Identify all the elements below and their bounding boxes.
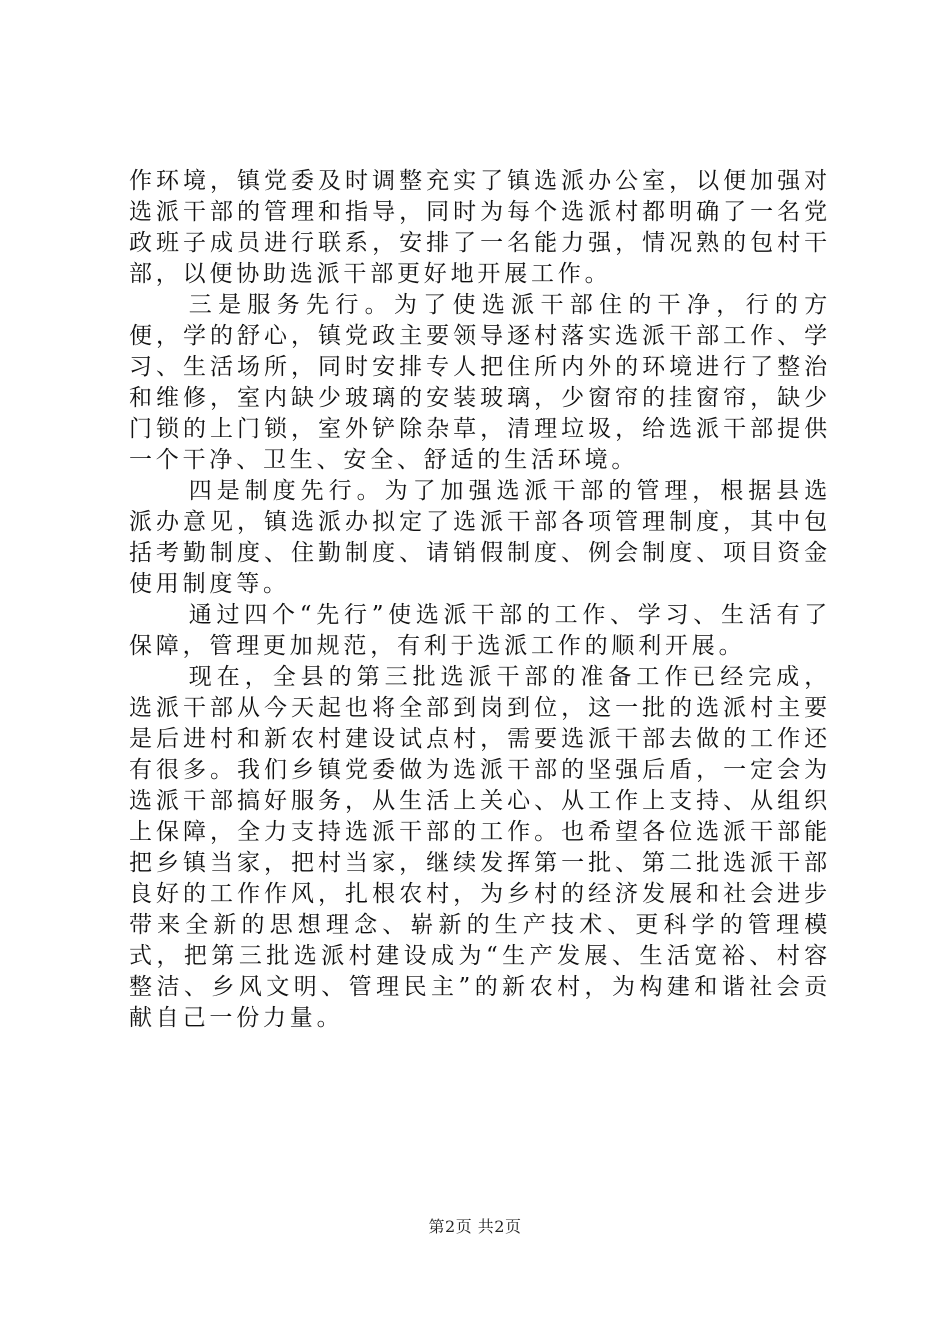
paragraph-closing: 现在，全县的第三批选派干部的准备工作已经完成，选派干部从今天起也将全部到岗到位，这一批的选派村主要是后进村和新农村建设试点村，需要选派干部去做的工作还有很多。我们乡镇党委做为选派干部的坚强后盾，一定会为选派干部搞好服务，从生活上关心、从工作上支持、从组织上保障，全力支持选派干部的工作。也希望各位选派干部能把乡镇当家，把村当家，继续发挥第一批、第二批选派干部良好的工作作风，扎根农村，为乡村的经济发展和社会进步带来全新的思想理念、崭新的生产技术、更科学的管理模式，把第三批选派村建设成为“生产发展、生活宽裕、村容整洁、乡风文明、管理民主”的新农村，为构建和谐社会贡献自己一份力量。 [129,664,831,1031]
paragraph-service-first: 三是服务先行。为了使选派干部住的干净，行的方便，学的舒心，镇党政主要领导逐村落实选派干部工作、学习、生活场所，同时安排专人把住所内外的环境进行了整治和维修，室内缺少玻璃的安装玻璃，少窗帘的挂窗帘，缺少门锁的上门锁，室外铲除杂草，清理垃圾，给选派干部提供一个干净、卫生、安全、舒适的生活环境。 [129,292,831,473]
page-footer: 第2页 共2页 [428,1217,522,1236]
paragraph-continuation: 作环境，镇党委及时调整充实了镇选派办公室，以便加强对选派干部的管理和指导，同时为每个选派村都明确了一名党政班子成员进行联系，安排了一名能力强，情况熟的包村干部，以便协助选派干部更好地开展工作。 [129,168,831,287]
paragraph-system-first: 四是制度先行。为了加强选派干部的管理，根据县选派办意见，镇选派办拟定了选派干部各项管理制度，其中包括考勤制度、住勤制度、请销假制度、例会制度、项目资金使用制度等。 [129,478,831,597]
document-body [129,166,831,1034]
paragraph-four-first-summary: 通过四个“先行”使选派干部的工作、学习、生活有了保障，管理更加规范，有利于选派工作的顺利开展。 [129,602,831,659]
